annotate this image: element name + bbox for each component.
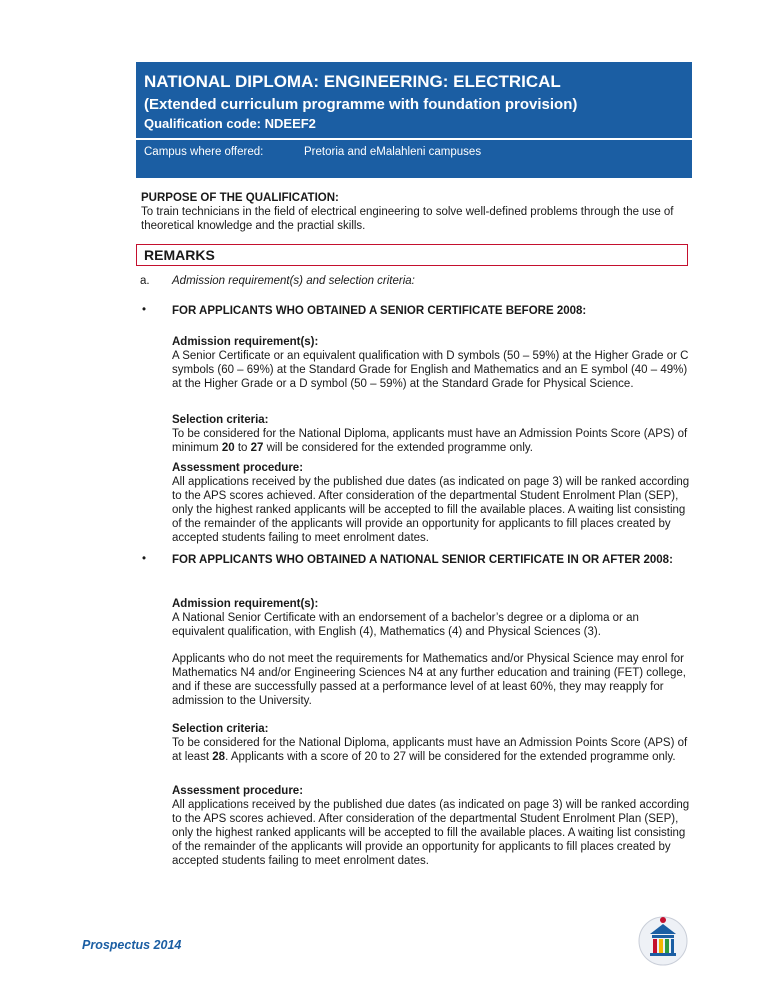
header-divider <box>136 138 692 140</box>
section2-admission-heading: Admission requirement(s): <box>172 598 319 610</box>
section2-extra-text: Applicants who do not meet the requirements for Mathematics and/or Physical Science may enrol for Mathematics N4 and/or Engineering Sciences N4 at any further education and training (FET) college, and if these are successfully passed at a performance level of at least 60%, they may reapply for admission to the University. <box>172 653 686 707</box>
qualification-code: Qualification code: NDEEF2 <box>144 116 316 131</box>
item-a-marker: a. <box>140 275 150 287</box>
section2-admission <box>172 597 692 639</box>
section1-selection-heading: Selection criteria: <box>172 414 269 426</box>
remarks-heading: REMARKS <box>144 247 215 263</box>
section1-selection <box>172 413 692 455</box>
bullet-icon: • <box>142 304 147 316</box>
section1-admission-text: A Senior Certificate or an equivalent qualification with D symbols (50 – 59%) at the Higher Grade or C symbols (60 – 69%) at the Standard Grade for English and Mathematics and an E symbol (40 – 49%) at the Higher Grade or a D symbol (50 – 59%) at the Standard Grade for Physical Science. <box>172 350 689 390</box>
section2-assessment <box>172 784 692 868</box>
section1-assessment-text: All applications received by the published due dates (as indicated on page 3) will be ranked according to the APS scores achieved. After consideration of the departmental Student Enrolment Plan (SEP), only the highest ranked applicants will be accepted to fill the available places. A waiting list consisting of the remainder of the applicants will provide an opportunity for applicants to fill places created by accepted students failing to meet enrolment dates. <box>172 476 690 544</box>
item-a-text: Admission requirement(s) and selection criteria: <box>172 275 415 287</box>
section2-assessment-heading: Assessment procedure: <box>172 785 304 797</box>
page-subtitle: (Extended curriculum programme with foundation provision) <box>144 96 578 113</box>
section2-extra <box>172 652 692 708</box>
section1-admission-heading: Admission requirement(s): <box>172 336 319 348</box>
bullet-icon: • <box>142 553 147 565</box>
section2-selection-text: To be considered for the National Diploma, applicants must have an Admission Points Score (APS) of at least 28. Applicants with a score of 20 to 27 will be considered for the extended programme only. <box>172 737 688 763</box>
aps-min-value: 20 <box>221 442 235 454</box>
campus-label: Campus where offered: <box>144 146 264 158</box>
page-title: NATIONAL DIPLOMA: ENGINEERING: ELECTRICAL <box>144 72 561 91</box>
section1-heading: FOR APPLICANTS WHO OBTAINED A SENIOR CERTIFICATE BEFORE 2008: <box>172 305 587 317</box>
prospectus-footer: Prospectus 2014 <box>82 938 182 952</box>
purpose-heading: PURPOSE OF THE QUALIFICATION: <box>141 192 339 204</box>
aps-minimum-value: 28 <box>212 751 226 763</box>
campus-value: Pretoria and eMalahleni campuses <box>304 146 482 158</box>
section1-admission <box>172 335 692 391</box>
section2-selection-heading: Selection criteria: <box>172 723 269 735</box>
university-logo-icon <box>636 912 690 966</box>
section1-assessment <box>172 461 692 545</box>
section2-admission-text: A National Senior Certificate with an endorsement of a bachelor’s degree or a diploma or an equivalent qualification, with English (4), Mathematics (4) and Physical Sciences (3). <box>172 612 639 638</box>
section1-selection-text: To be considered for the National Diploma, applicants must have an Admission Points Score (APS) of minimum 20 to 27 will be considered for the extended programme only. <box>172 428 688 454</box>
section2-heading: FOR APPLICANTS WHO OBTAINED A NATIONAL SENIOR CERTIFICATE IN OR AFTER 2008: <box>172 554 673 566</box>
qualification-header <box>136 62 692 178</box>
remarks-heading-box <box>136 244 688 266</box>
section2-assessment-text: All applications received by the published due dates (as indicated on page 3) will be ranked according to the APS scores achieved. After consideration of the departmental Student Enrolment Plan (SEP), only the highest ranked applicants will be accepted to fill the available places. A waiting list consisting of the remainder of the applicants will provide an opportunity for applicants to fill places created by accepted students failing to meet enrolment dates. <box>172 799 690 867</box>
aps-max-value: 27 <box>250 442 264 454</box>
purpose-text: To train technicians in the field of electrical engineering to solve well-defined problems through the use of theoretical knowledge and the practial skills. <box>141 206 674 232</box>
section1-assessment-heading: Assessment procedure: <box>172 462 304 474</box>
section2-selection <box>172 722 692 764</box>
